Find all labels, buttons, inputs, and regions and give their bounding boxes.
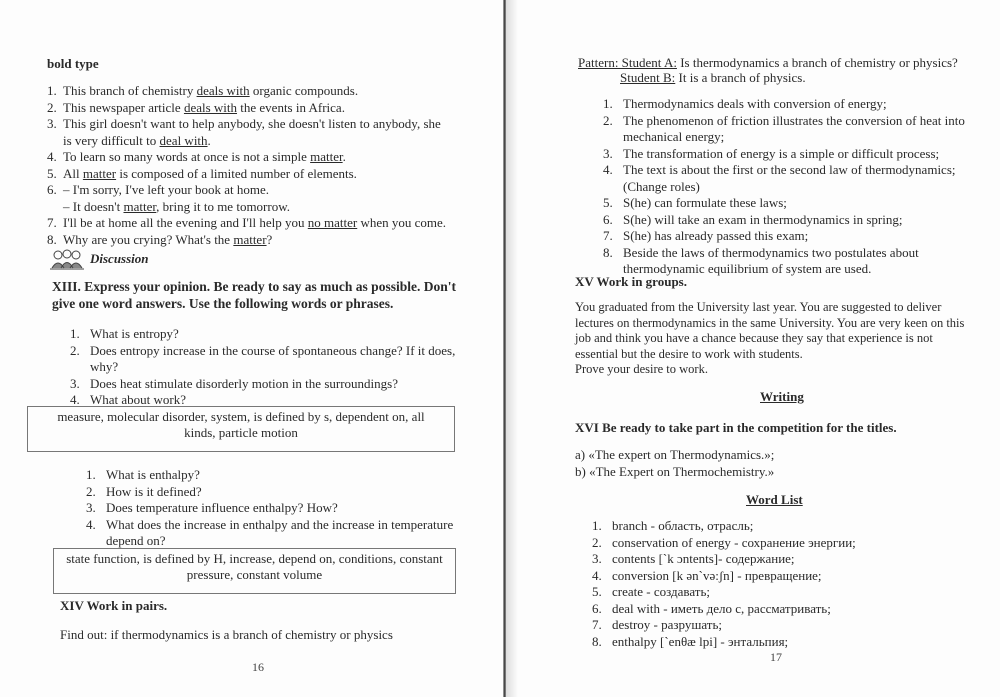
key-phrase: matter [82,165,117,181]
sentence-text: ? [266,231,273,247]
item-text: deal with - иметь дело с, рассматривать; [612,600,831,616]
paragraph-line: job and think you have a chance because they say that experience is not [575,331,933,345]
list-item [603,245,973,262]
item-number: 3. [603,145,613,161]
pattern-b-label: Student B: [620,70,676,85]
sentence-text: the events in Africa. [237,99,345,115]
item-number: 1. [47,83,57,98]
list-item [592,634,856,651]
sentence-text: organic compounds. [249,83,359,98]
section-heading: bold type [47,56,99,71]
people-discussion-icon [50,248,84,270]
pattern-a-text: Is thermodynamics a branch of chemistry or physics? [676,55,958,70]
key-phrase: no matter [307,215,358,230]
item-number: 1. [70,326,80,341]
item-number: 4. [603,162,613,177]
item-number: 3. [47,116,57,131]
exercise-15-paragraph [575,300,964,378]
item-number: 2. [603,112,613,128]
word-box-line: kinds, particle motion [184,425,298,440]
list-item [592,535,856,552]
sentence-list [47,83,446,248]
key-phrase: deals with [196,83,250,98]
sentence-text: This newspaper article [63,99,184,115]
item-number: 7. [47,215,57,230]
word-list [592,518,856,650]
item-number: 4. [47,149,57,164]
exercise-13-title-line2: give one word answers. Use the following words or phrases. [52,296,394,311]
sentence-text: To learn so many words at once is not a simple [63,149,311,164]
item-number: 2. [70,342,80,358]
item-number: 1. [86,467,96,482]
item-text: S(he) can formulate these laws; [623,195,787,210]
pattern-a-label: Pattern: Student A: [578,55,677,70]
item-number: 3. [70,375,80,391]
item-text: The phenomenon of friction illustrates the conversion of heat into [623,112,965,128]
key-phrase: deal with [159,132,208,148]
paragraph-line: lectures on thermodynamics in the same University. You are very keen on this [575,315,965,330]
item-text: create - создавать; [612,584,711,599]
item-number: 1. [603,96,613,111]
paragraph-line: Prove your desire to work. [575,362,708,376]
item-text: Does heat stimulate disorderly motion in the surroundings? [90,375,398,391]
item-number: 5. [603,195,613,210]
item-text: mechanical energy; [623,129,725,144]
item-text: What about work? [90,392,187,407]
list-item [603,228,973,245]
sentence-text: . [342,149,346,164]
item-text: conservation of energy - сохранение энергии; [612,534,856,550]
sentence-item [47,215,446,232]
sentence-item [47,133,446,150]
item-number: 8. [603,244,613,260]
list-item [70,359,455,376]
item-text: The transformation of energy is a simple or difficult process; [623,145,940,161]
item-text: Does temperature influence enthalpy? How? [106,500,338,515]
discussion-label: Discussion [90,251,149,266]
item-text: What does the increase in enthalpy and the increase in temperature [106,516,454,532]
page-number-left: 16 [252,660,264,674]
word-list-heading [746,492,803,508]
item-number: 1. [592,518,602,533]
statement-list [603,96,973,278]
item-number: 8. [592,633,602,649]
item-text: The text is about the first or the second law of thermodynamics; [623,162,956,177]
sentence-text: I'll be at home all the evening and I'll help you [63,215,308,230]
sentence-text: Why are you crying? What's the [63,231,234,247]
sentence-text: . [207,132,211,148]
item-number: 6. [603,211,613,227]
pattern-b-text: It is a branch of physics. [675,70,806,85]
item-number: 4. [70,392,80,407]
item-number: 6. [47,182,57,197]
item-text: What is entropy? [90,326,179,341]
list-item [603,113,973,130]
sentence-item [47,149,446,166]
sentence-item [47,116,446,133]
sentence-item [47,100,446,117]
item-text: why? [90,359,119,374]
item-text: destroy - разрушать; [612,617,722,632]
item-number: 5. [47,165,57,181]
item-text: S(he) will take an exam in thermodynamics in spring; [623,211,903,227]
exercise-14-title: XIV Work in pairs. [60,598,168,613]
item-text: contents [`k ɔntents]- содержание; [612,551,795,566]
list-item [592,551,856,568]
writing-heading-text: Writing [760,389,804,404]
sentence-text: All [63,165,83,181]
list-item [592,601,856,618]
sentence-item [47,232,446,249]
exercise-15-title: XV Work in groups. [575,274,687,289]
item-number: 6. [592,600,602,616]
list-item [70,376,455,393]
item-text: What is enthalpy? [106,467,200,482]
list-item [86,484,453,501]
enthalpy-question-list [86,467,453,550]
item-text: thermodynamic equilibrium of system are used. [623,261,872,276]
sentence-text: – It doesn't [63,198,124,214]
item-number: 2. [47,99,57,115]
list-item [603,212,973,229]
item-number: 3. [86,500,96,515]
sentence-text: This girl doesn't want to help anybody, she doesn't listen to anybody, she [63,116,441,131]
key-phrase: matter [310,149,343,164]
item-number: 7. [592,617,602,632]
sentence-text: , bring it to me tomorrow. [156,198,291,214]
item-text: How is it defined? [106,483,202,499]
word-list-heading-text: Word List [746,492,803,507]
discussion-header [50,248,149,270]
title-option-a: a) «The expert on Thermodynamics.»; [575,447,775,462]
list-item [603,96,973,113]
item-text: (Change roles) [623,178,700,194]
item-number: 5. [592,584,602,599]
item-text: Beside the laws of thermodynamics two postulates about [623,244,919,260]
title-option-b: b) «The Expert on Thermochemistry.» [575,464,775,479]
item-number: 8. [47,231,57,247]
sentence-item [47,182,446,199]
sentence-text: is composed of a limited number of elements. [116,165,357,181]
list-item [86,467,453,484]
word-box-entropy [27,406,455,452]
word-box-line: state function, is defined by H, increase, depend on, conditions, constant [66,551,443,566]
list-item [592,518,856,535]
item-text: enthalpy [`enθæ lpi] - энтальпия; [612,633,789,649]
item-number: 3. [592,551,602,566]
paragraph-line: You graduated from the University last year. You are suggested to deliver [575,300,942,314]
list-item [592,568,856,585]
item-number: 4. [86,516,96,532]
key-phrase: deals with [183,99,238,115]
list-item [86,517,453,534]
list-item [86,500,453,517]
word-box-line: measure, molecular disorder, system, is defined by s, dependent on, all [57,409,425,424]
item-text: branch - область, отрасль; [612,518,754,533]
gutter-shadow [506,0,518,697]
list-item [603,129,973,146]
writing-heading [760,389,804,405]
key-phrase: matter [233,231,267,247]
exercise-14-text: Find out: if thermodynamics is a branch of chemistry or physics [60,627,393,642]
item-number: 2. [86,483,96,499]
item-text: S(he) has already passed this exam; [623,228,809,243]
sentence-item [47,166,446,183]
sentence-text: This branch of chemistry [63,83,197,98]
list-item [70,326,455,343]
list-item [603,162,973,179]
list-item [603,195,973,212]
entropy-question-list [70,326,455,409]
sentence-text: is very difficult to [63,132,160,148]
item-text: Thermodynamics deals with conversion of energy; [623,96,887,111]
list-item [603,179,973,196]
sentence-text: when you come. [357,215,447,230]
list-item [592,584,856,601]
pattern-student-b [620,70,806,87]
list-item [592,617,856,634]
item-number: 4. [592,567,602,583]
sentence-text: – I'm sorry, I've left your book at home. [63,182,270,197]
item-text: Does entropy increase in the course of spontaneous change? If it does, [90,342,456,358]
word-box-enthalpy [53,548,456,594]
sentence-item [47,83,446,100]
list-item [70,343,455,360]
word-box-line: pressure, constant volume [186,567,323,582]
paragraph-line: essential but the desire to work with students. [575,346,803,361]
list-item [603,146,973,163]
item-text: depend on? [106,533,166,548]
page-number-right: 17 [770,650,782,664]
sentence-item [47,199,446,216]
exercise-16-title: XVI Be ready to take part in the competition for the titles. [575,420,897,435]
exercise-13-title-line1: XIII. Express your opinion. Be ready to say as much as possible. Don't [52,279,456,294]
item-text: conversion [k ən`və:ʃn] - превращение; [612,567,822,583]
item-number: 7. [603,228,613,243]
key-phrase: matter [123,198,157,214]
item-number: 2. [592,534,602,550]
